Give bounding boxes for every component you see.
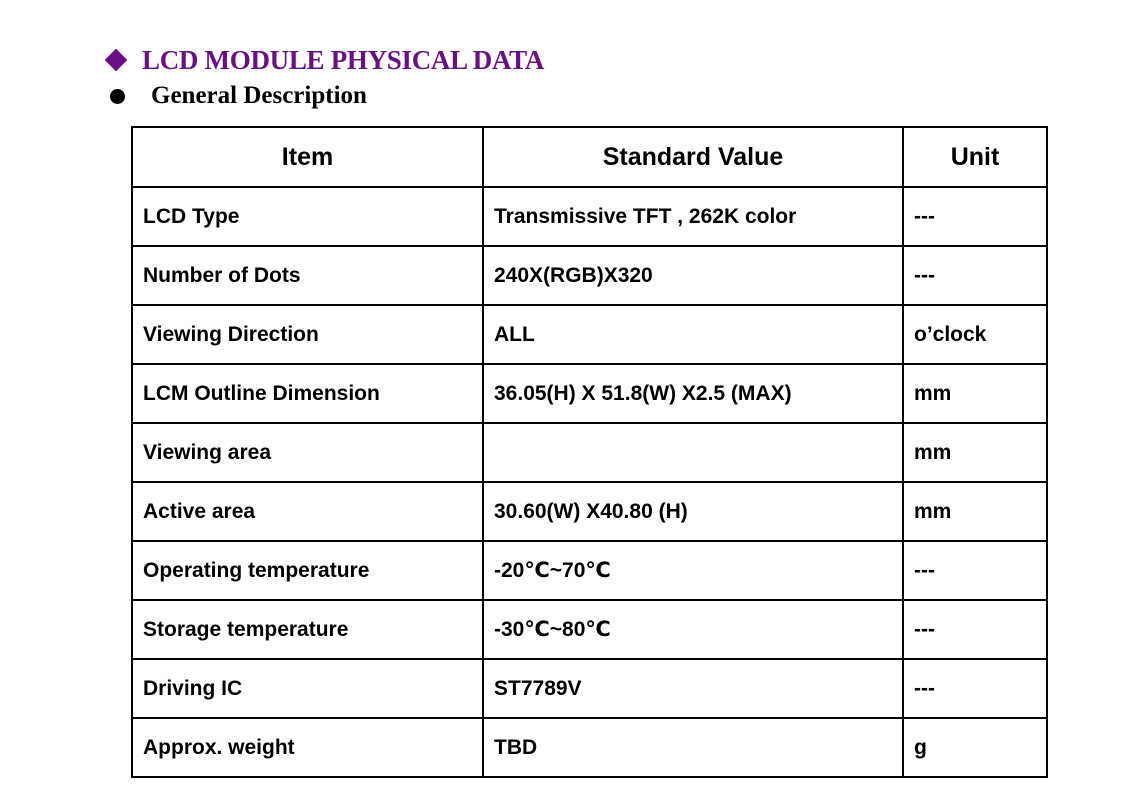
table-row bbox=[132, 246, 1047, 305]
cell-item: Operating temperature bbox=[132, 541, 483, 600]
section-heading bbox=[104, 44, 544, 76]
cell-item: Approx. weight bbox=[132, 718, 483, 777]
cell-value: 30.60(W) X40.80 (H) bbox=[483, 482, 903, 541]
cell-item: LCD Type bbox=[132, 187, 483, 246]
column-header-item: Item bbox=[132, 127, 483, 187]
cell-item: LCM Outline Dimension bbox=[132, 364, 483, 423]
cell-unit: --- bbox=[903, 187, 1047, 246]
table-row bbox=[132, 423, 1047, 482]
cell-value bbox=[483, 423, 903, 482]
cell-value: ST7789V bbox=[483, 659, 903, 718]
cell-unit: mm bbox=[903, 423, 1047, 482]
cell-item: Active area bbox=[132, 482, 483, 541]
table-row bbox=[132, 187, 1047, 246]
section-heading-text: LCD MODULE PHYSICAL DATA bbox=[142, 44, 545, 75]
table-header-row bbox=[132, 127, 1047, 187]
cell-value: -20℃~70℃ bbox=[483, 541, 903, 600]
table-row bbox=[132, 600, 1047, 659]
cell-item: Number of Dots bbox=[132, 246, 483, 305]
table-row bbox=[132, 364, 1047, 423]
cell-value: 240X(RGB)X320 bbox=[483, 246, 903, 305]
column-header-unit: Unit bbox=[903, 127, 1047, 187]
general-description-table bbox=[131, 126, 1048, 778]
cell-item: Viewing Direction bbox=[132, 305, 483, 364]
subsection-heading-text: General Description bbox=[151, 82, 367, 109]
cell-value: -30℃~80℃ bbox=[483, 600, 903, 659]
cell-item: Viewing area bbox=[132, 423, 483, 482]
cell-unit: mm bbox=[903, 364, 1047, 423]
cell-value: 36.05(H) X 51.8(W) X2.5 (MAX) bbox=[483, 364, 903, 423]
cell-unit: --- bbox=[903, 659, 1047, 718]
cell-item: Driving IC bbox=[132, 659, 483, 718]
table-row bbox=[132, 482, 1047, 541]
cell-unit: --- bbox=[903, 600, 1047, 659]
table-row bbox=[132, 541, 1047, 600]
cell-unit: o’clock bbox=[903, 305, 1047, 364]
table-row bbox=[132, 659, 1047, 718]
cell-value: Transmissive TFT , 262K color bbox=[483, 187, 903, 246]
table-row bbox=[132, 305, 1047, 364]
cell-item: Storage temperature bbox=[132, 600, 483, 659]
cell-unit: mm bbox=[903, 482, 1047, 541]
round-bullet-icon bbox=[110, 89, 125, 104]
cell-value: TBD bbox=[483, 718, 903, 777]
cell-unit: --- bbox=[903, 246, 1047, 305]
column-header-standard-value: Standard Value bbox=[483, 127, 903, 187]
subsection-heading bbox=[110, 80, 367, 112]
cell-value: ALL bbox=[483, 305, 903, 364]
cell-unit: g bbox=[903, 718, 1047, 777]
diamond-bullet-icon bbox=[105, 49, 128, 72]
cell-unit: --- bbox=[903, 541, 1047, 600]
table-row bbox=[132, 718, 1047, 777]
